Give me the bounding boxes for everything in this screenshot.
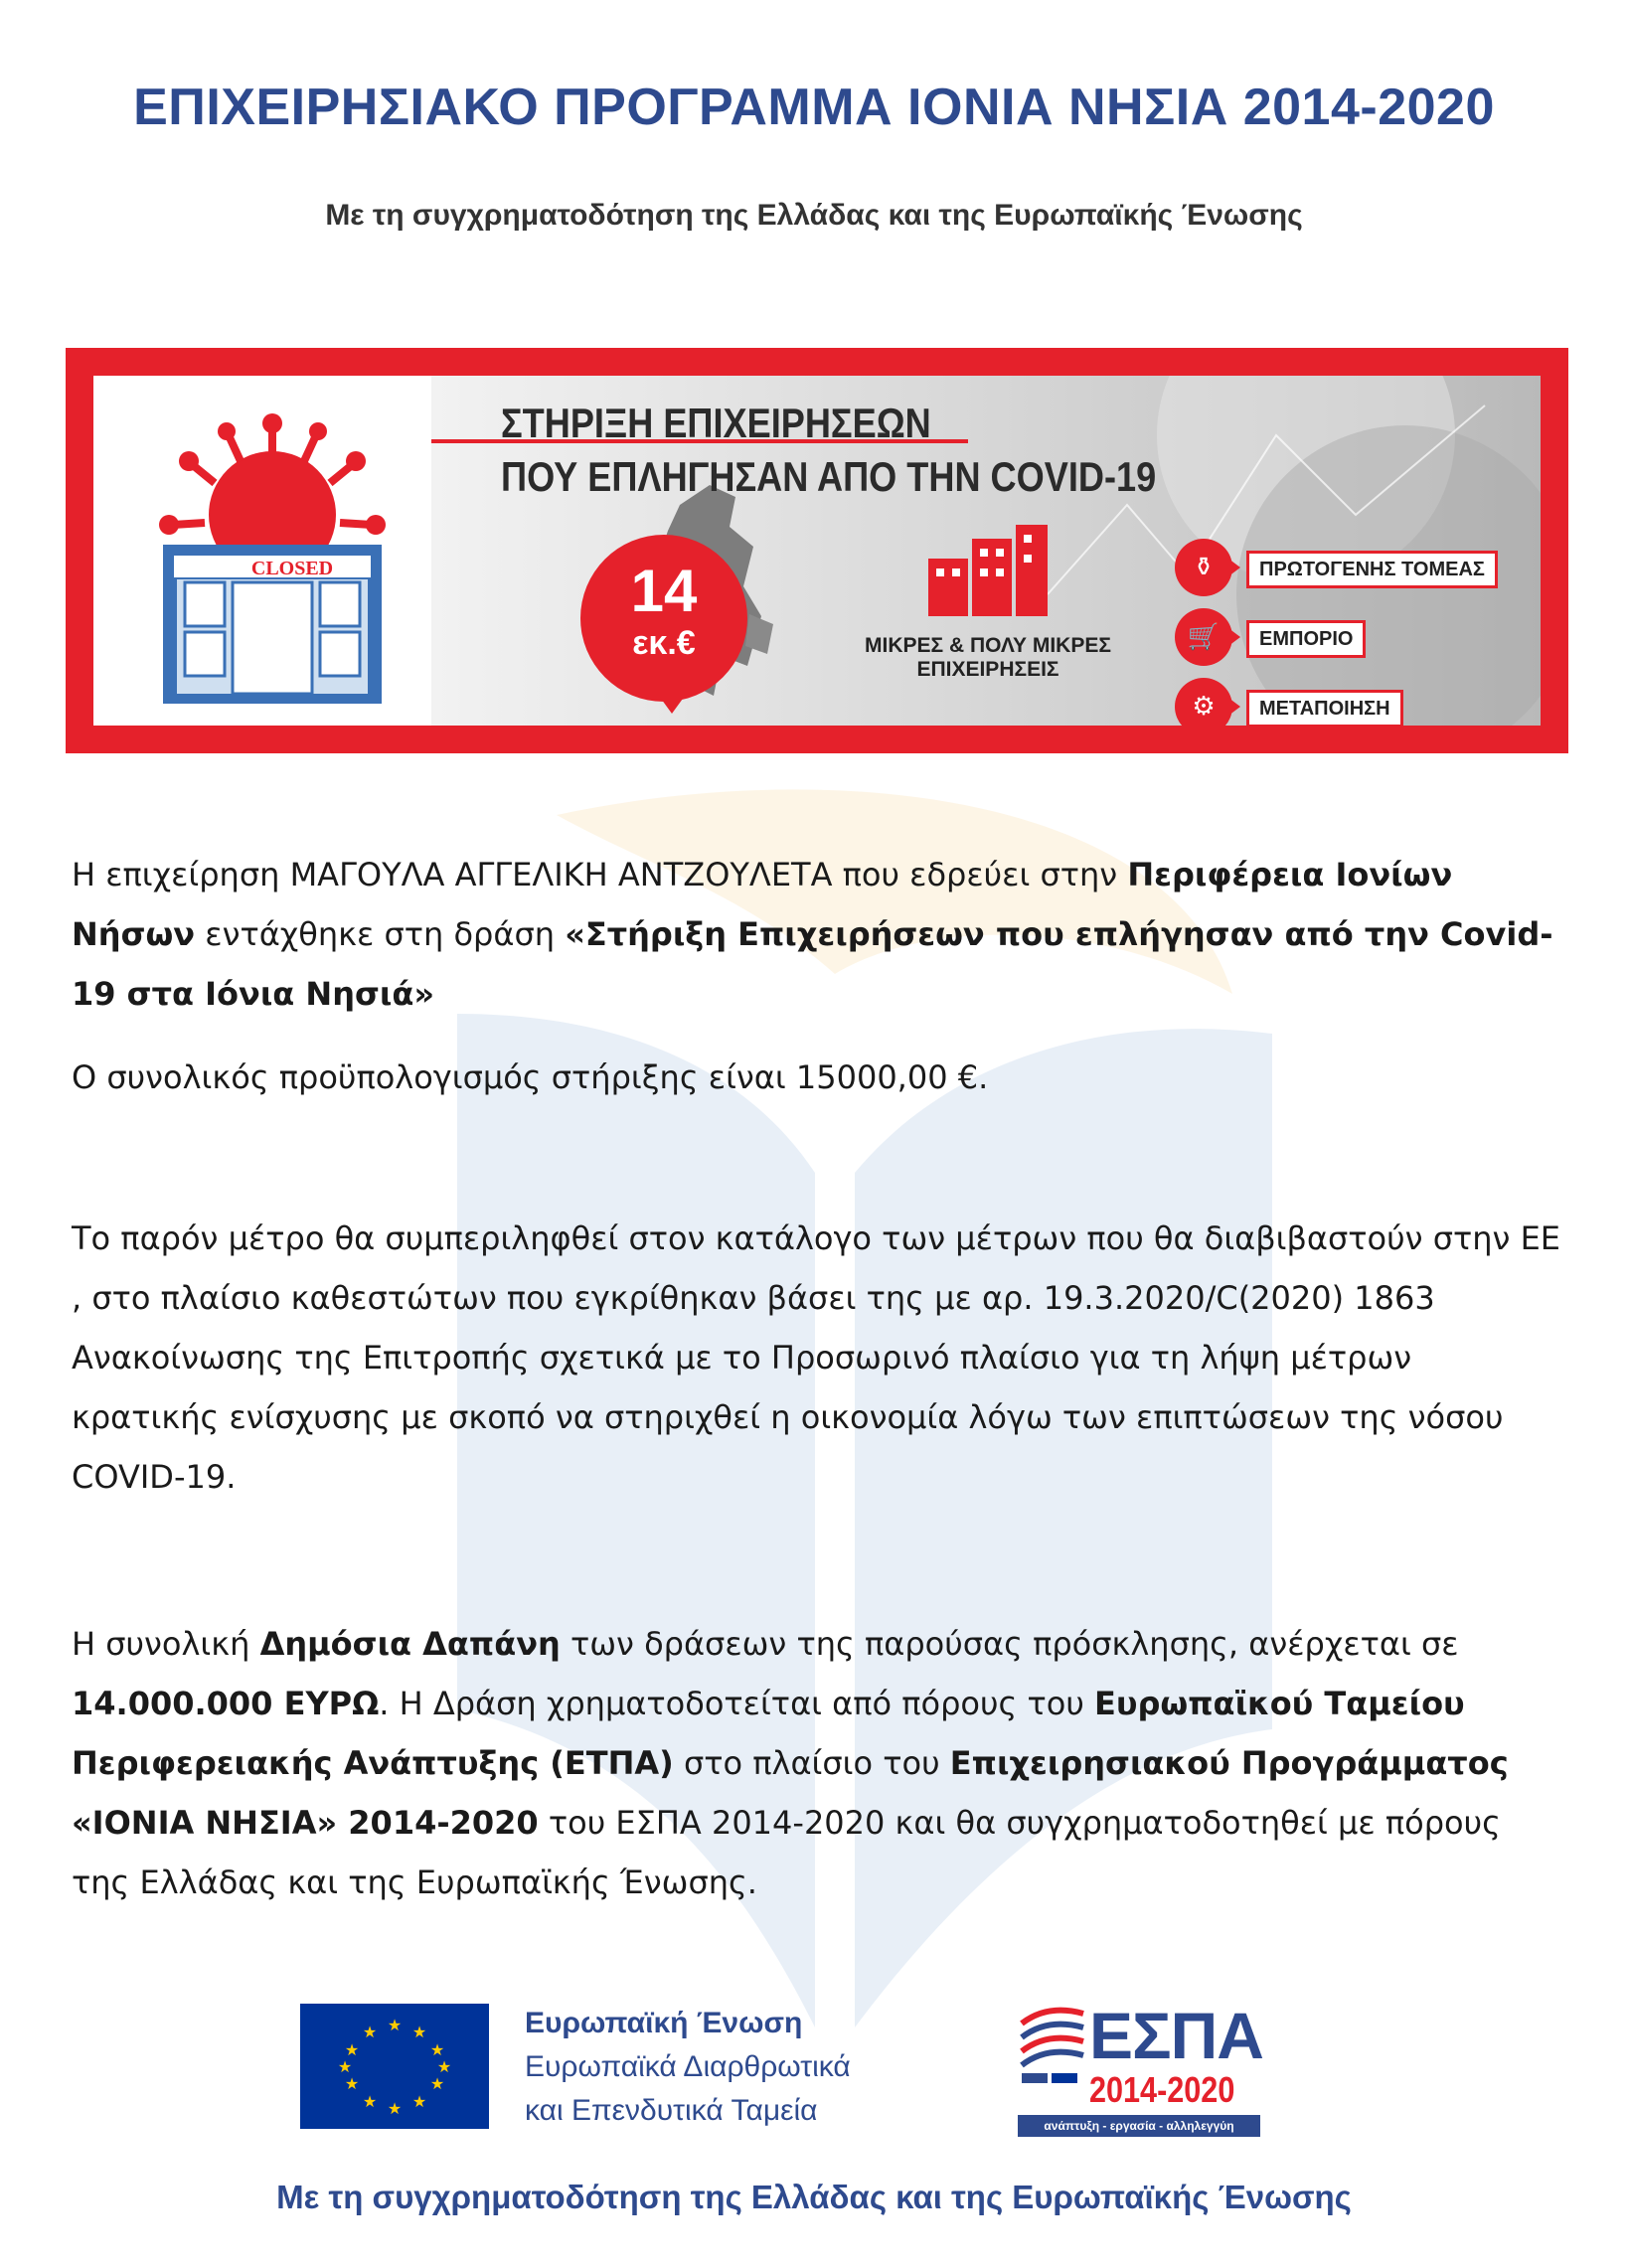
shopping-cart-icon: 🛒 [1175,608,1232,666]
p1-action-name: «Στήριξη Επιχειρήσεων που επλήγησαν από την Covid-19 στα Ιόνια Νησιά» [72,915,1553,1013]
gears-icon: ⚙ [1175,678,1232,726]
svg-text:★: ★ [411,2023,427,2041]
paragraph-state-aid: Το παρόν μέτρο θα συμπεριληφθεί στον κατάλογο των μέτρων που θα διαβιβαστούν στην ΕΕ , στο πλαίσιο καθεστώτων που εγκρίθηκαν βάσει της με αρ. 19.3.2020/C(2020) 1863 Ανακοίνωσης της Επιτροπής σχετικά με το Προσωρινό πλαίσιο για τη λήψη μέτρων κρατικής ενίσχυσης με σκοπό να στηριχθεί η οικονομία λόγω των επιπτώσεων της νόσου COVID-19. [72,1219,1560,1496]
svg-text:★: ★ [337,2057,353,2076]
espa-stripes-icon [1018,2004,1087,2083]
p4-text: στο πλαίσιο του [673,1744,950,1782]
p4-text: των δράσεων της παρούσας πρόσκλησης, ανέρχεται σε [560,1625,1459,1663]
category-label: ΕΜΠΟΡΙΟ [1246,620,1366,658]
footer-logos [0,1998,1628,2147]
category-manufacturing [1175,678,1513,726]
p4-text: . Η Δράση χρηματοδοτείται από πόρους του [379,1685,1094,1722]
business-label-line1: ΜΙΚΡΕΣ & ΠΟΛΥ ΜΙΚΡΕΣ [865,634,1111,657]
eu-line3: και Επενδυτικά Ταμεία [525,2094,818,2127]
paragraph-business-inclusion [72,845,1562,1024]
p4-text: Η συνολική [72,1625,260,1663]
budget-amount: 14 [630,558,698,624]
banner-title-line1: ΣΤΗΡΙΞΗ ΕΠΙΧΕΙΡΗΣΕΩΝ [501,400,931,446]
svg-text:★: ★ [436,2057,452,2076]
category-primary-sector [1175,539,1513,598]
eu-funds-text [525,2002,851,2133]
svg-text:★: ★ [387,2099,403,2118]
business-size-label [849,634,1127,682]
footer-cofunding-subtitle: Με τη συγχρηματοδότηση της Ελλάδας και της Ευρωπαϊκής Ένωσης [276,2179,1352,2215]
p4-programme: Επιχειρησιακού Προγράμματος «ΙΟΝΙΑ ΝΗΣΙΑ» 2014-2020 [72,1744,1509,1842]
category-arrow [1228,559,1240,576]
paragraph-public-expenditure [72,1614,1562,1912]
closed-sign-text: CLOSED [250,558,334,579]
programme-title: ΕΠΙΧΕΙΡΗΣΙΑΚΟ ΠΡΟΓΡΑΜΜΑ ΙΟΝΙΑ ΝΗΣΙΑ 2014-2020 [133,79,1495,136]
p4-erdf: Ευρωπαϊκού Ταμείου Περιφερειακής Ανάπτυξης (ΕΤΠΑ) [72,1685,1465,1782]
espa-years: 2014-2020 [1089,2069,1235,2110]
category-label: ΠΡΩΤΟΓΕΝΗΣ ΤΟΜΕΑΣ [1246,551,1498,588]
covid-support-banner [66,348,1568,753]
p1-text: Η επιχείρηση ΜΑΓΟΥΛΑ ΑΓΓΕΛΙΚΗ ΑΝΤΖΟΥΛΕΤΑ που εδρεύει στην [72,856,1128,893]
cofunding-subtitle: Με τη συγχρηματοδότηση της Ελλάδας και της Ευρωπαϊκής Ένωσης [325,199,1303,232]
budget-badge [580,535,747,702]
p4-public-expenditure: Δημόσια Δαπάνη [259,1625,561,1663]
svg-text:★: ★ [344,2074,360,2093]
category-arrow [1228,628,1240,646]
svg-text:★: ★ [344,2040,360,2059]
paragraph-budget: Ο συνολικός προϋπολογισμός στήριξης είναι 15000,00 €. [72,1058,989,1096]
eu-flag-icon [300,2004,489,2129]
category-arrow [1228,698,1240,716]
eu-line1: Ευρωπαϊκή Ένωση [525,2007,803,2039]
banner-panel [93,376,1541,726]
espa-word: ΕΣΠΑ [1089,1999,1263,2072]
banner-title-line2: ΠΟΥ ΕΠΛΗΓΗΣΑΝ ΑΠΟ ΤΗΝ COVID-19 [501,453,1157,500]
svg-text:★: ★ [362,2092,378,2111]
p4-amount: 14.000.000 ΕΥΡΩ [72,1685,380,1722]
agriculture-icon: ⚱ [1175,539,1232,596]
category-commerce [1175,608,1513,668]
svg-text:★: ★ [387,2016,403,2034]
espa-tagline: ανάπτυξη - εργασία - αλληλεγγύη [1018,2115,1260,2137]
p1-region: Περιφέρεια Ιονίων Νήσων [72,856,1453,953]
budget-badge-pointer [656,692,688,714]
buildings-icon [928,525,1048,616]
budget-unit: εκ.€ [632,624,696,662]
p1-text: εντάχθηκε στη δράση [195,915,566,953]
eu-line2: Ευρωπαϊκά Διαρθρωτικά [525,2050,851,2083]
svg-text:★: ★ [411,2092,427,2111]
business-label-line2: ΕΠΙΧΕΙΡΗΣΕΙΣ [916,658,1059,682]
category-label: ΜΕΤΑΠΟΙΗΣΗ [1246,690,1403,726]
closed-shop-virus-illustration [133,405,411,704]
p4-text: του ΕΣΠΑ 2014-2020 και θα συγχρηματοδοτηθεί με πόρους της Ελλάδας και της Ευρωπαϊκής Ένωσης. [72,1804,1501,1901]
svg-text:★: ★ [362,2023,378,2041]
svg-text:★: ★ [429,2040,445,2059]
espa-logo [1018,1998,1266,2137]
svg-text:★: ★ [429,2074,445,2093]
